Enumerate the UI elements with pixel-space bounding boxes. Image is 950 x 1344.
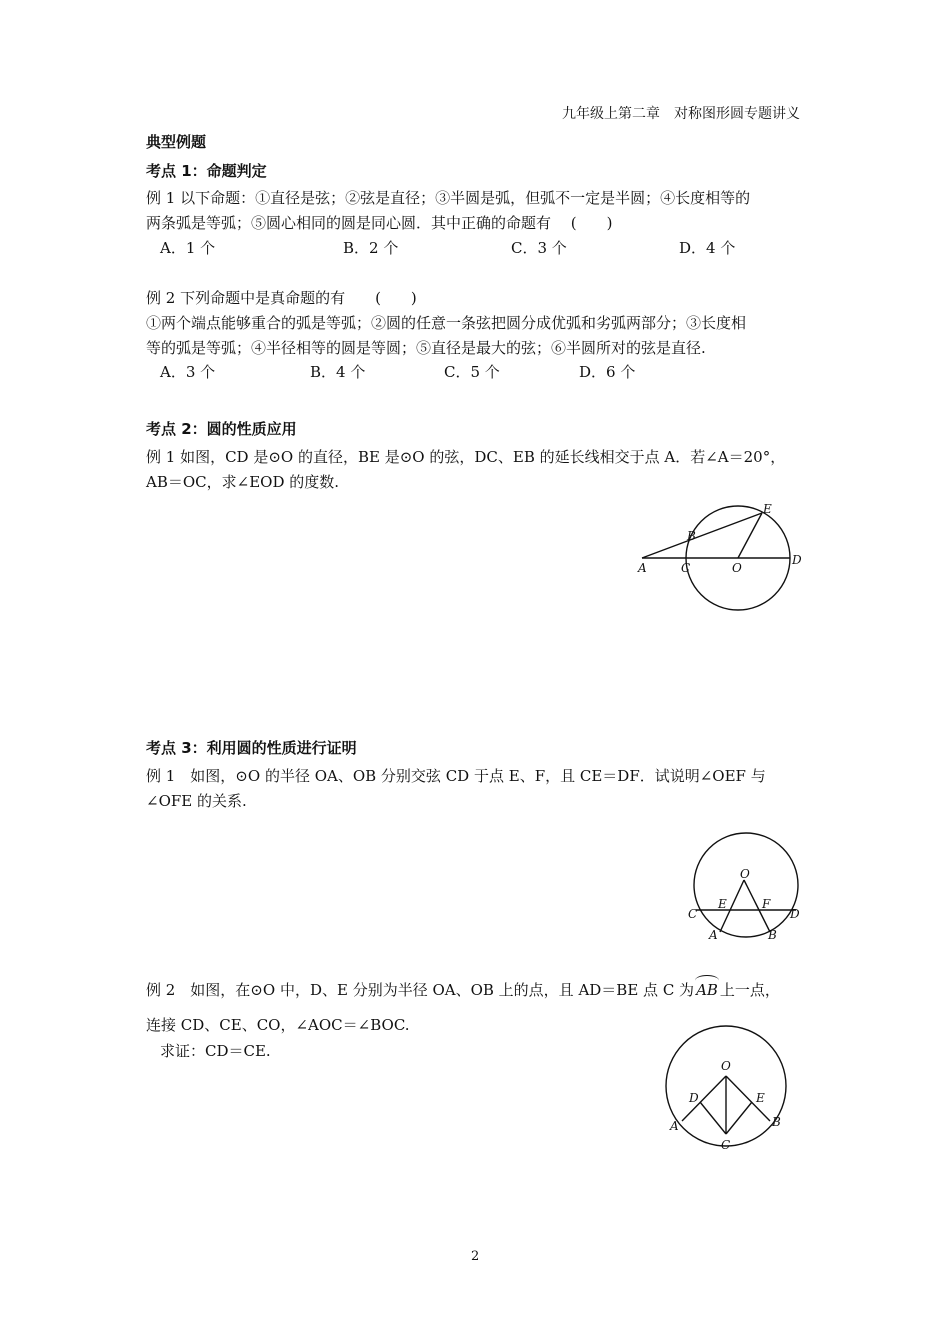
point1-ex2-option-d: D．6 个 — [579, 363, 636, 381]
label-c: C — [688, 907, 698, 921]
point1-ex1-option-a: A．1 个 — [160, 239, 216, 257]
point1-ex1-option-b: B．2 个 — [343, 239, 399, 257]
point2-ex1-line1: 例 1 如图，CD 是⊙O 的直径，BE 是⊙O 的弦，DC、EB 的延长线相交于点 A．若∠A＝20°， — [146, 448, 786, 466]
point1-heading: 考点 1：命题判定 — [146, 162, 267, 180]
figure-circle-chord-extension — [630, 500, 810, 615]
label-o: O — [732, 561, 742, 575]
point3-ex2-line3: 求证：CD＝CE. — [160, 1042, 271, 1060]
figure-circle-chord-radii — [684, 828, 809, 943]
point1-ex2-option-c: C．5 个 — [444, 363, 500, 381]
point3-ex1-line1: 例 1 如图，⊙O 的半径 OA、OB 分别交弦 CD 于点 E、F，且 CE＝DF．试说明∠OEF 与 — [146, 767, 766, 785]
point1-ex1-option-c: C．3 个 — [511, 239, 567, 257]
label-d: D — [689, 1091, 699, 1105]
label-c: C — [721, 1138, 731, 1152]
label-o: O — [740, 867, 750, 881]
point2-heading: 考点 2：圆的性质应用 — [146, 420, 297, 438]
point3-ex2-line1-pre: 例 2 如图，在⊙O 中，D、E 分别为半径 OA、OB 上的点，且 AD＝BE 点 C 为 — [146, 981, 695, 999]
point3-ex2-line2: 连接 CD、CE、CO，∠AOC＝∠BOC. — [146, 1016, 410, 1034]
segment-e-c — [726, 1102, 752, 1134]
point1-ex2-line3: 等的弧是等弧；④半径相等的圆是等圆；⑤直径是最大的弦；⑥半圆所对的弦是直径. — [146, 339, 706, 357]
arc-ab — [694, 981, 720, 999]
line-o-e — [738, 513, 762, 558]
label-d: D — [790, 907, 800, 921]
arc-symbol-icon — [695, 975, 719, 986]
point1-ex2-line2: ①两个端点能够重合的弧是等弧；②圆的任意一条弦把圆分成优弧和劣弧两部分；③长度相 — [146, 314, 747, 332]
section-title: 典型例题 — [146, 133, 207, 151]
point1-ex1-line1: 例 1 以下命题：①直径是弦；②弦是直径；③半圆是弧，但弧不一定是半圆；④长度相等的 — [146, 189, 751, 207]
page-header: 九年级上第二章 对称图形圆专题讲义 — [562, 106, 800, 122]
point1-ex2-option-b: B．4 个 — [310, 363, 366, 381]
label-a: A — [638, 561, 647, 575]
figure-circle-isosceles — [662, 1022, 797, 1160]
label-b: B — [772, 1115, 781, 1129]
point1-ex1-line2: 两条弧是等弧；⑤圆心相同的圆是同心圆．其中正确的命题有 ( ) — [146, 214, 613, 232]
label-e: E — [718, 897, 727, 911]
label-f: F — [762, 897, 771, 911]
point3-ex1-line2: ∠OFE 的关系. — [146, 792, 247, 810]
point1-ex2-option-a: A．3 个 — [160, 363, 216, 381]
label-e: E — [756, 1091, 765, 1105]
point3-ex2-line1 — [146, 979, 780, 1000]
segment-d-c — [700, 1102, 726, 1134]
label-e: E — [763, 502, 772, 516]
label-a: A — [709, 928, 718, 942]
label-d: D — [792, 553, 802, 567]
label-b: B — [687, 529, 696, 543]
label-c: C — [681, 561, 691, 575]
point1-ex1-option-d: D．4 个 — [679, 239, 736, 257]
point3-heading: 考点 3：利用圆的性质进行证明 — [146, 739, 357, 757]
point3-ex2-line1-post: 上一点， — [719, 981, 780, 999]
page-number: 2 — [471, 1249, 480, 1264]
point1-ex2-line1: 例 2 下列命题中是真命题的有 ( ) — [146, 289, 417, 307]
arc-ab-text: AB — [696, 981, 718, 999]
label-b: B — [768, 928, 777, 942]
label-a: A — [670, 1119, 679, 1133]
label-o: O — [721, 1059, 731, 1073]
point2-ex1-line2: AB＝OC，求∠EOD 的度数. — [146, 473, 340, 491]
